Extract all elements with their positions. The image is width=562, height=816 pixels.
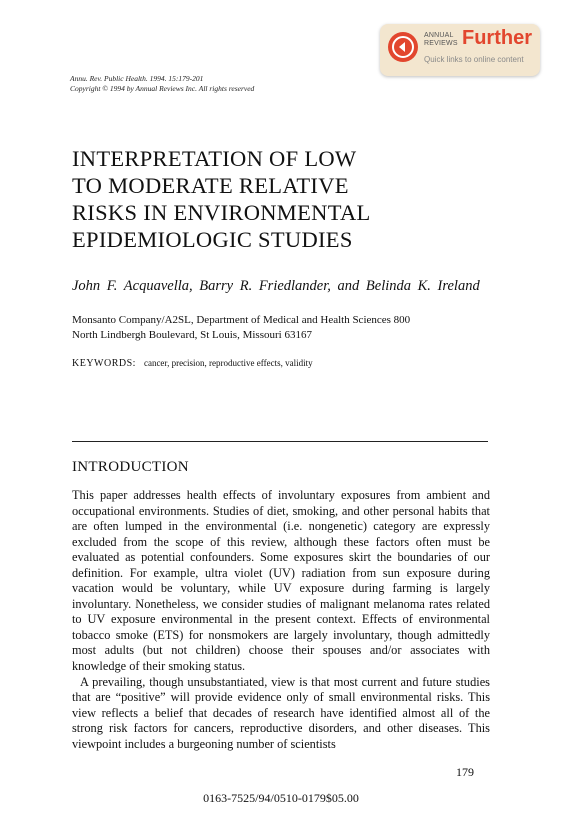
badge-brand-label <box>424 32 458 48</box>
annual-reviews-logo-icon <box>388 32 418 62</box>
badge-brand-line1: ANNUAL <box>424 32 454 39</box>
affiliation-line2: North Lindbergh Boulevard, St Louis, Missouri 63167 <box>72 329 312 341</box>
affiliation-line1: Monsanto Company/A2SL, Department of Medical and Health Sciences 800 <box>72 314 411 326</box>
section-heading: INTRODUCTION <box>72 459 189 475</box>
annual-reviews-further-badge[interactable] <box>380 24 540 76</box>
badge-title: Further <box>462 27 532 49</box>
citation-line1: Annu. Rev. Public Health. 1994. 15:179-201 <box>70 74 204 83</box>
keywords-list: cancer, precision, reproductive effects, validity <box>143 358 313 368</box>
body-paragraph: This paper addresses health effects of involuntary exposures from ambient and occupational environments. Studies of diet, smoking, and other personal habits that are often lumped in the environmental (i.e. nongenetic) category are expressly excluded from the scope of this review, although these factors often must be evaluated as potential confounders. Some exposures skirt the boundaries of our definition. For example, ultra violet (UV) radiation from sun exposure during vacation would be voluntary, while UV exposure during farming is largely involuntary. Nonetheless, we consider studies of malignant melanoma rates related to UV exposure environmental in the present context. Effects of environmental tobacco smoke (ETS) for nonsmokers are largely involuntary, though admittedly most adults (but not children) choose their spouses and/or associates with knowledge of their smoking status. <box>72 488 490 674</box>
title-line: TO MODERATE RELATIVE <box>72 173 349 198</box>
keywords-label: KEYWORDS: <box>72 358 136 369</box>
citation-line2: Copyright © 1994 by Annual Reviews Inc. All rights reserved <box>70 84 255 93</box>
body-paragraph: A prevailing, though unsubstantiated, view is that most current and future studies that are “positive” will provide evidence only of small environmental risks. This view reflects a belief that decades of research have identified almost all of the strong risk factors for cancers, reproductive disorders, and other diseases. This viewpoint includes a burgeoning number of scientists <box>72 674 490 751</box>
page-number: 179 <box>456 765 474 779</box>
article-code-footer: 0163-7525/94/0510-0179$05.00 <box>203 791 359 805</box>
journal-citation <box>70 74 254 94</box>
section-divider <box>72 441 488 442</box>
article-title <box>72 145 512 253</box>
title-line: EPIDEMIOLOGIC STUDIES <box>72 227 353 252</box>
title-line: RISKS IN ENVIRONMENTAL <box>72 200 371 225</box>
keywords <box>72 358 313 369</box>
body-text <box>72 488 490 752</box>
badge-brand-line2: REVIEWS <box>424 40 458 47</box>
author-list: John F. Acquavella, Barry R. Friedlander, and Belinda K. Ireland <box>72 278 480 294</box>
badge-subtitle: Quick links to online content <box>424 55 524 64</box>
author-affiliation <box>72 313 492 343</box>
title-line: INTERPRETATION OF LOW <box>72 146 357 171</box>
